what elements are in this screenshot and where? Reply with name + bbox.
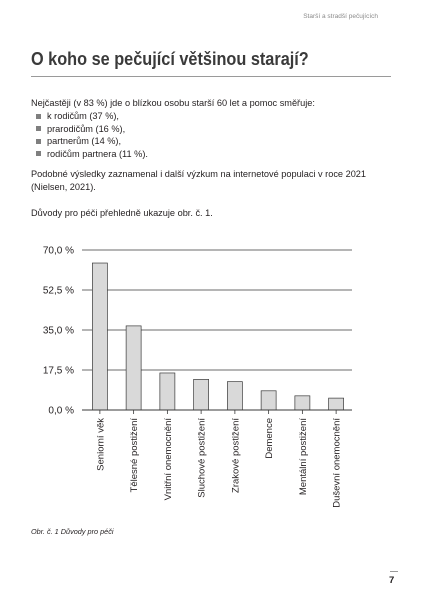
bullet-text: prarodičům (16 %), bbox=[47, 123, 126, 134]
footer-divider bbox=[390, 571, 398, 572]
bar bbox=[194, 379, 209, 410]
x-tick-label: Demence bbox=[264, 418, 276, 459]
bar bbox=[92, 263, 107, 410]
title-divider bbox=[31, 76, 391, 77]
page-number: 7 bbox=[389, 575, 395, 586]
square-bullet-icon bbox=[36, 114, 41, 119]
bullet-item bbox=[47, 148, 148, 161]
second-paragraph: Podobné výsledky zaznamenal i další výzkum na internetové populaci v roce 2021 (Nielsen, 2021). bbox=[31, 169, 367, 192]
bullet-list bbox=[47, 110, 148, 160]
y-tick-label: 52,5 % bbox=[42, 285, 74, 297]
y-tick-label: 70,0 % bbox=[42, 245, 74, 257]
bar bbox=[295, 396, 310, 410]
bullet-text: partnerům (14 %), bbox=[47, 136, 122, 146]
figure-caption: Obr. č. 1 Důvody pro péči bbox=[31, 527, 114, 536]
x-tick-label: Seniorní věk bbox=[95, 418, 107, 471]
page-title: O koho se pečující většinou starají? bbox=[31, 48, 309, 69]
bar bbox=[227, 382, 242, 410]
square-bullet-icon bbox=[36, 126, 41, 131]
bullet-item bbox=[47, 123, 148, 136]
running-head: Starší a stradší pečujících bbox=[303, 13, 378, 20]
bar bbox=[329, 398, 344, 410]
bullet-text: k rodičům (37 %), bbox=[47, 111, 119, 121]
bullet-item bbox=[47, 135, 148, 148]
third-paragraph: Důvody pro péči přehledně ukazuje obr. č. 1. bbox=[31, 208, 213, 218]
y-tick-label: 35,0 % bbox=[42, 325, 74, 337]
bar bbox=[261, 391, 276, 410]
square-bullet-icon bbox=[36, 139, 41, 144]
x-tick-label: Mentální postižení bbox=[297, 418, 309, 496]
y-tick-label: 17,5 % bbox=[42, 365, 74, 377]
y-tick-label: 0,0 % bbox=[48, 405, 74, 417]
square-bullet-icon bbox=[36, 151, 41, 156]
bar bbox=[126, 326, 141, 410]
x-tick-label: Vnitřní onemocnění bbox=[162, 418, 174, 501]
bullet-text: rodičům partnera (11 %). bbox=[47, 148, 148, 159]
bar bbox=[160, 373, 175, 410]
x-tick-label: Tělesné postižení bbox=[129, 418, 141, 493]
x-tick-label: Sluchové postižení bbox=[196, 418, 208, 498]
bullet-item bbox=[47, 110, 148, 123]
intro-paragraph: Nejčastěji (v 83 %) jde o blízkou osobu starší 60 let a pomoc směřuje: bbox=[31, 98, 315, 108]
x-tick-label: Duševní onemocnění bbox=[331, 418, 343, 508]
bar-chart bbox=[0, 236, 423, 521]
x-tick-label: Zrakové postižení bbox=[230, 418, 242, 493]
